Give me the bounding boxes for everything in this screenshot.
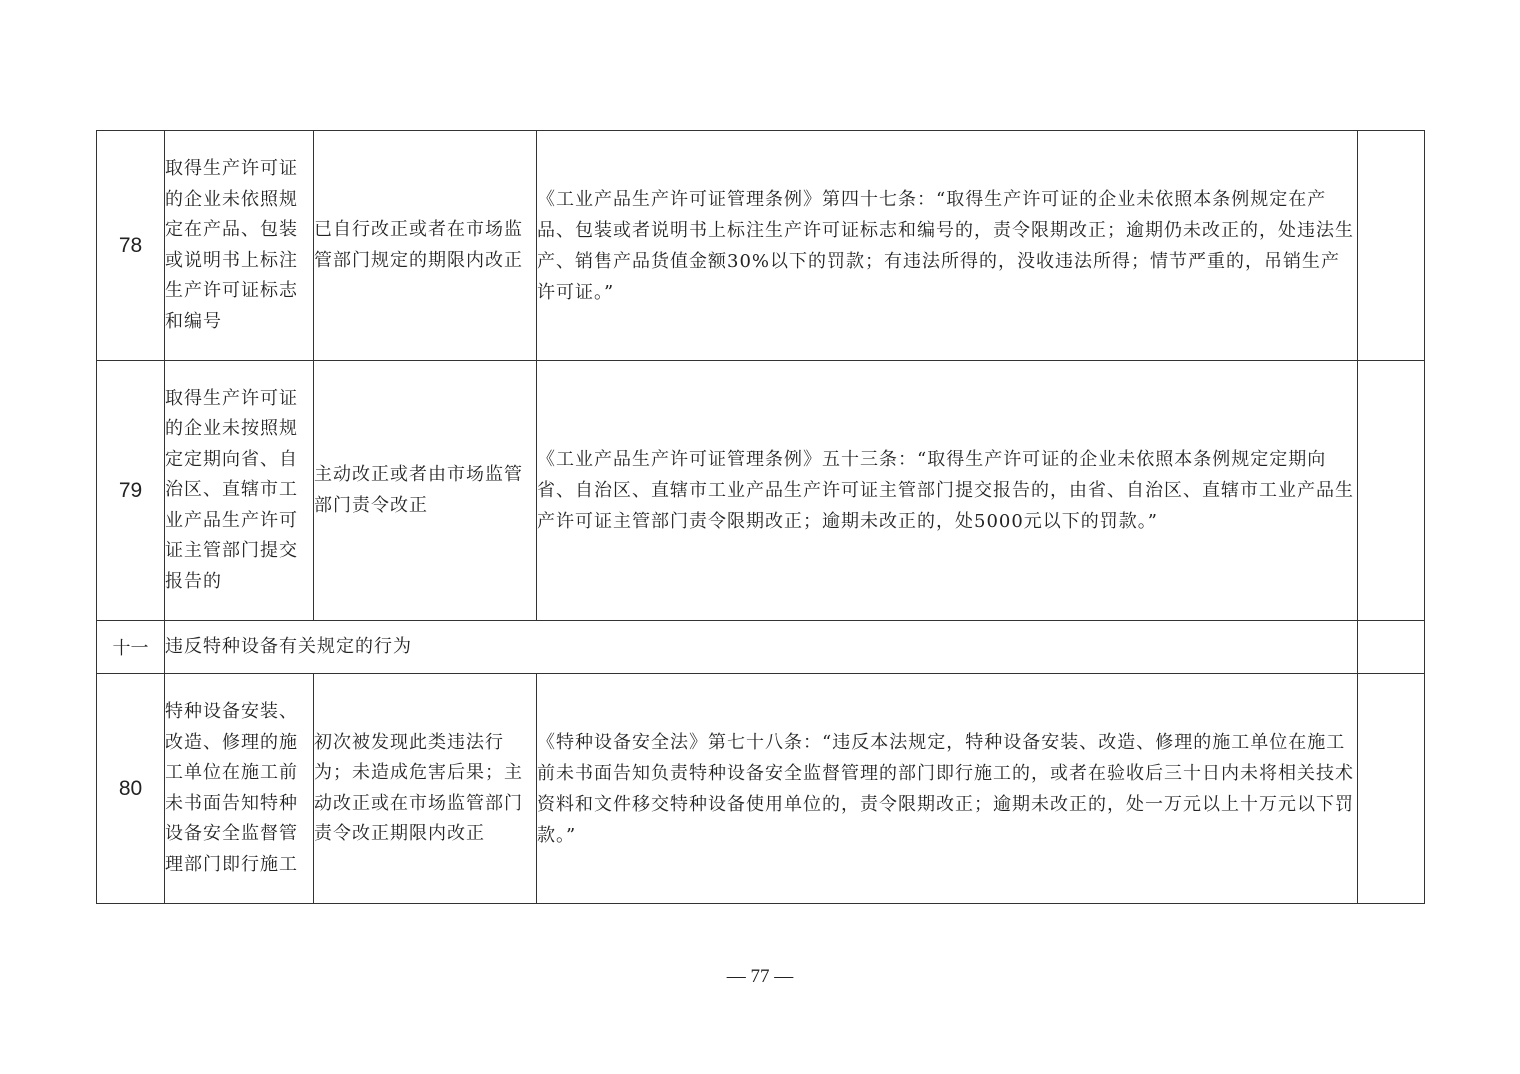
- exemption-condition: 主动改正或者由市场监管部门责令改正: [314, 361, 537, 621]
- section-row: [97, 621, 1425, 674]
- remarks-cell: [1358, 131, 1425, 361]
- legal-basis: 《特种设备安全法》第七十八条：“违反本法规定，特种设备安装、改造、修理的施工单位在施工前未书面告知负责特种设备安全监督管理的部门即行施工的，或者在验收后三十日内未将相关技术资料和文件移交特种设备使用单位的，责令限期改正；逾期未改正的，处一万元以上十万元以下罚款。”: [537, 674, 1358, 904]
- section-number: 十一: [97, 621, 165, 674]
- remarks-cell: [1358, 621, 1425, 674]
- remarks-cell: [1358, 674, 1425, 904]
- exemption-condition: 已自行改正或者在市场监管部门规定的期限内改正: [314, 131, 537, 361]
- table-row: [97, 131, 1425, 361]
- exemption-condition: 初次被发现此类违法行为；未造成危害后果；主动改正或在市场监管部门责令改正期限内改正: [314, 674, 537, 904]
- row-number: 78: [97, 131, 165, 361]
- section-title: 违反特种设备有关规定的行为: [165, 621, 1358, 674]
- violation-behavior: 取得生产许可证的企业未依照规定在产品、包装或说明书上标注生产许可证标志和编号: [165, 131, 314, 361]
- legal-basis: 《工业产品生产许可证管理条例》第四十七条：“取得生产许可证的企业未依照本条例规定在产品、包装或者说明书上标注生产许可证标志和编号的，责令限期改正；逾期仍未改正的，处违法生产、销售产品货值金额30%以下的罚款；有违法所得的，没收违法所得；情节严重的，吊销生产许可证。”: [537, 131, 1358, 361]
- remarks-cell: [1358, 361, 1425, 621]
- legal-basis: 《工业产品生产许可证管理条例》五十三条：“取得生产许可证的企业未依照本条例规定定期向省、自治区、直辖市工业产品生产许可证主管部门提交报告的，由省、自治区、直辖市工业产品生产许可证主管部门责令限期改正；逾期未改正的，处5000元以下的罚款。”: [537, 361, 1358, 621]
- violation-behavior: 特种设备安装、改造、修理的施工单位在施工前未书面告知特种设备安全监督管理部门即行施工: [165, 674, 314, 904]
- row-number: 80: [97, 674, 165, 904]
- penalty-exemption-table: [96, 130, 1425, 904]
- violation-behavior: 取得生产许可证的企业未按照规定定期向省、自治区、直辖市工业产品生产许可证主管部门提交报告的: [165, 361, 314, 621]
- table-row: [97, 361, 1425, 621]
- page-number: — 77 —: [726, 966, 794, 987]
- row-number: 79: [97, 361, 165, 621]
- table-row: [97, 674, 1425, 904]
